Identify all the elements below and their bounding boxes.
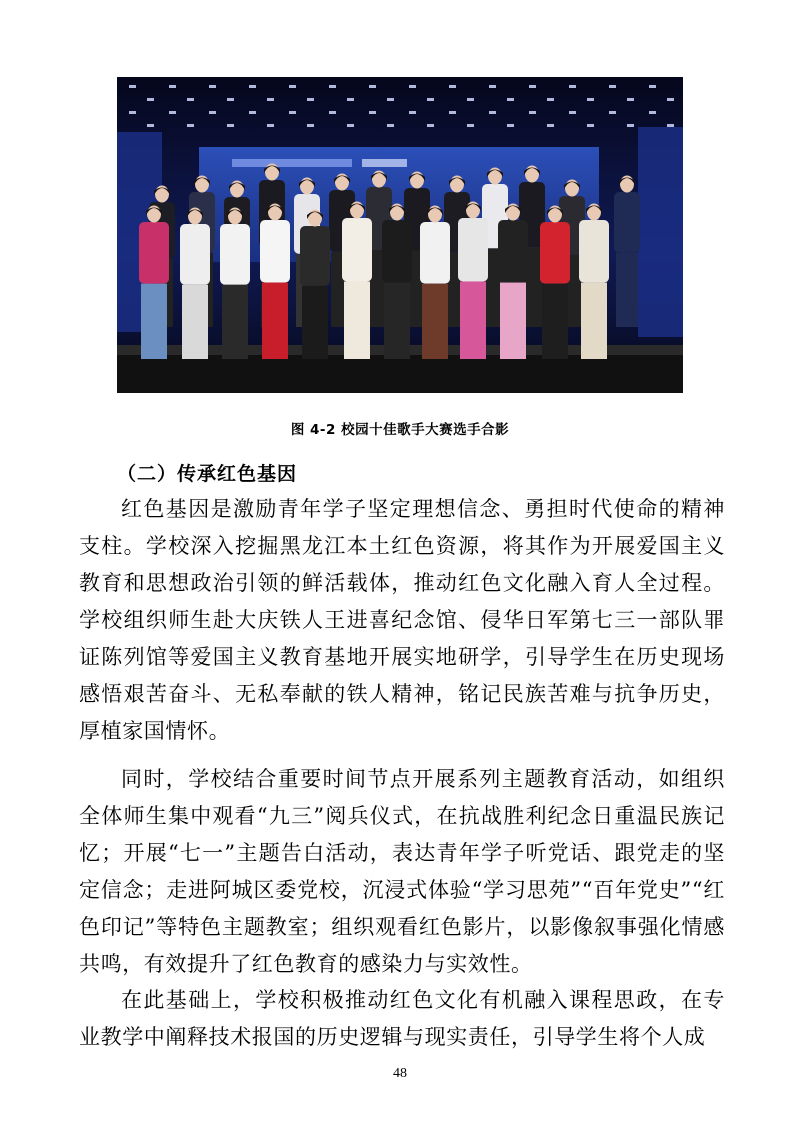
figure-caption: 图 4-2 校园十佳歌手大赛选手合影: [290, 422, 510, 438]
body-paragraph-3: 在此基础上，学校积极推动红色文化有机融入课程思政，在专业教学中阐释技术报国的历史逻辑与现实责任，引导学生将个人成: [79, 988, 725, 1049]
body-paragraph-2: 同时，学校结合重要时间节点开展系列主题教育活动，如组织全体师生集中观看“九三”阅兵仪式，在抗战胜利纪念日重温民族记忆；开展“七一”主题告白活动，表达青年学子听党话、跟党走的坚定信念；走进阿城区委党校，沉浸式体验“学习思苑”“百年党史”“红色印记”等特色主题教室；组织观看红色影片，以影像叙事强化情感共鸣，有效提升了红色教育的感染力与实效性。: [79, 767, 725, 976]
section-heading: （二）传承红色基因: [117, 463, 298, 485]
page-number: 48: [393, 1066, 407, 1081]
body-paragraph-1: 红色基因是激励青年学子坚定理想信念、勇担时代使命的精神支柱。学校深入挖掘黑龙江本土红色资源，将其作为开展爱国主义教育和思想政治引领的鲜活载体，推动红色文化融入育人全过程。学校组织师生赴大庆铁人王进喜纪念馆、侵华日军第七三一部队罪证陈列馆等爱国主义教育基地开展实地研学，引导学生在历史现场感悟艰苦奋斗、无私奉献的铁人精神，铭记民族苦难与抗争历史，厚植家国情怀。: [79, 497, 725, 743]
group-photo-illustration: [117, 77, 683, 393]
group-photo: [117, 77, 683, 393]
